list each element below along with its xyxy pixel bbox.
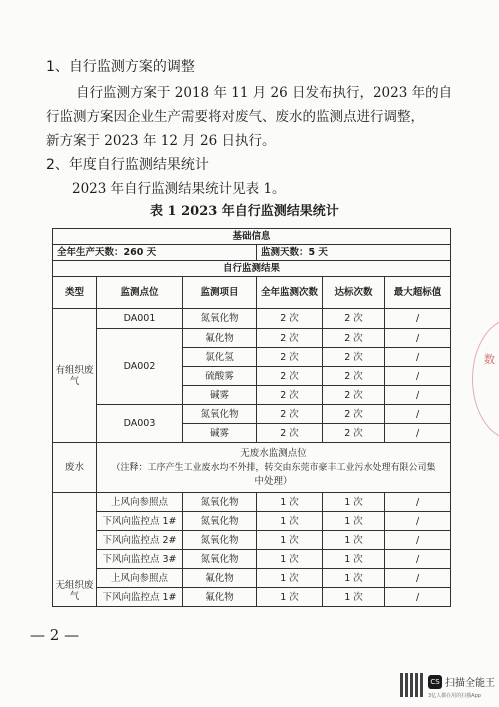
wastewater-line1: 无废水监测点位 [240, 447, 307, 459]
count: 1 次 [257, 512, 323, 531]
red-seal-stamp [472, 318, 499, 440]
type-organic: 有组织废气 [53, 309, 97, 443]
wastewater-note [97, 443, 451, 493]
section1-heading: 1、自行监测方案的调整 [46, 59, 195, 75]
col-header-item: 监测项目 [183, 277, 257, 309]
fugitive-point: 下风向监控点 1# [97, 588, 183, 607]
section2-heading: 2、年度自行监测结果统计 [46, 157, 209, 173]
table-title: 表 1 2023 年自行监测结果统计 [150, 204, 339, 219]
fugitive-point: 下风向监控点 2# [97, 531, 183, 550]
count: 2 次 [257, 309, 323, 329]
item: 碱雾 [183, 386, 257, 405]
wastewater-line2: （注释：工序产生工业废水均不外排，转交由东莞市豪丰工业污水处理有限公司集 [111, 462, 436, 473]
qr-code-icon [400, 673, 424, 697]
point-da003: DA003 [97, 405, 183, 443]
max: / [385, 367, 451, 386]
stamp-character: 数 [484, 353, 495, 366]
col-header-count: 全年监测次数 [257, 277, 323, 309]
section1-para-line1: 自行监测方案于 2018 年 11 月 26 日发布执行，2023 年的自 [76, 85, 453, 101]
count: 1 次 [257, 531, 323, 550]
count: 2 次 [257, 424, 323, 443]
count: 2 次 [257, 348, 323, 367]
max: / [385, 569, 451, 588]
max: / [385, 493, 451, 512]
pass: 2 次 [323, 386, 385, 405]
max: / [385, 405, 451, 424]
fugitive-point: 下风向监控点 3# [97, 550, 183, 569]
pass: 1 次 [323, 493, 385, 512]
count: 1 次 [257, 588, 323, 607]
max: / [385, 329, 451, 348]
section1-para-line3: 新方案于 2023 年 12 月 26 日执行。 [46, 133, 276, 149]
item: 硫酸雾 [183, 367, 257, 386]
item: 氮氧化物 [183, 493, 257, 512]
pass: 1 次 [323, 550, 385, 569]
max: / [385, 309, 451, 329]
max: / [385, 424, 451, 443]
pass: 1 次 [323, 569, 385, 588]
watermark-brand: 扫描全能王 [445, 678, 495, 689]
item: 氟化物 [183, 329, 257, 348]
count: 2 次 [257, 367, 323, 386]
pass: 1 次 [323, 531, 385, 550]
item: 氟化物 [183, 569, 257, 588]
count: 2 次 [257, 329, 323, 348]
pass: 2 次 [323, 329, 385, 348]
section2-para: 2023 年自行监测结果统计见表 1。 [72, 181, 286, 197]
col-header-max: 最大超标值 [385, 277, 451, 309]
item: 氮氧化物 [183, 531, 257, 550]
max: / [385, 348, 451, 367]
max: / [385, 512, 451, 531]
item: 碱雾 [183, 424, 257, 443]
fugitive-point: 下风向监控点 1# [97, 512, 183, 531]
point-da002: DA002 [97, 329, 183, 405]
pass: 2 次 [323, 424, 385, 443]
wastewater-line3: 中处理） [254, 475, 293, 487]
pass: 1 次 [323, 588, 385, 607]
max: / [385, 588, 451, 607]
pass: 2 次 [323, 348, 385, 367]
item: 氮氧化物 [183, 309, 257, 329]
item: 氮氧化物 [183, 512, 257, 531]
results-table [52, 228, 451, 607]
max: / [385, 550, 451, 569]
watermark-subtitle: 3亿人都在用的扫描App [428, 693, 481, 699]
max: / [385, 386, 451, 405]
item: 氟化物 [183, 588, 257, 607]
fugitive-point: 上风向参照点 [97, 493, 183, 512]
item: 氮氧化物 [183, 405, 257, 424]
count: 2 次 [257, 405, 323, 424]
production-days: 全年生产天数：260 天 [53, 245, 257, 261]
col-header-point: 监测点位 [97, 277, 183, 309]
monitoring-days: 监测天数：5 天 [257, 245, 451, 261]
count: 2 次 [257, 386, 323, 405]
page-number: — 2 — [30, 626, 80, 644]
type-wastewater: 废水 [53, 443, 97, 493]
section1-para-line2: 行监测方案因企业生产需要将对废气、废水的监测点进行调整， [46, 109, 424, 125]
max: / [385, 531, 451, 550]
fugitive-point: 上风向参照点 [97, 569, 183, 588]
basic-info-header: 基础信息 [53, 229, 451, 245]
col-header-type: 类型 [53, 277, 97, 309]
count: 1 次 [257, 569, 323, 588]
col-header-pass: 达标次数 [323, 277, 385, 309]
pass: 2 次 [323, 309, 385, 329]
count: 1 次 [257, 493, 323, 512]
pass: 2 次 [323, 405, 385, 424]
camscanner-logo-icon: CS [428, 675, 442, 689]
results-header: 自行监测结果 [53, 261, 451, 277]
item: 氮氧化物 [183, 550, 257, 569]
pass: 1 次 [323, 512, 385, 531]
pass: 2 次 [323, 367, 385, 386]
type-fugitive: 无组织废气 [53, 493, 97, 607]
count: 1 次 [257, 550, 323, 569]
point-da001: DA001 [97, 309, 183, 329]
item: 氯化氢 [183, 348, 257, 367]
